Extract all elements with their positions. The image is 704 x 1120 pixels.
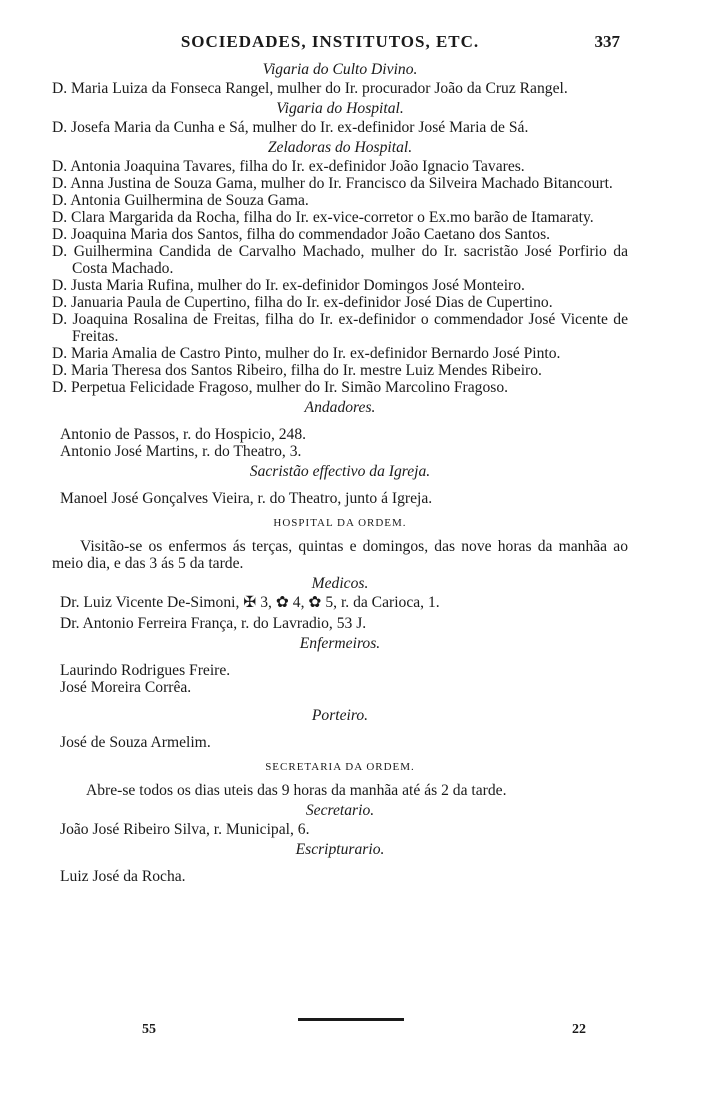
section-heading: HOSPITAL DA ORDEM. [273,517,407,529]
page-body [52,58,628,885]
list-entry: D. Januaria Paula de Cupertino, filha do Ir. ex-definidor José Dias de Cupertino. [52,294,553,311]
list-entry: D. Joaquina Maria dos Santos, filha do commendador João Caetano dos Santos. [52,226,551,243]
list-entry: Luiz José da Rocha. [60,868,186,885]
list-entry: João José Ribeiro Silva, r. Municipal, 6. [60,821,310,838]
section-heading: Escripturario. [295,841,385,858]
spacer [52,654,628,662]
list-entry: José de Souza Armelim. [60,734,211,751]
list-entry: Dr. Luiz Vicente De-Simoni, ✠ 3, ✿ 4, ✿ 5, r. da Carioca, 1. [60,594,440,611]
spacer [52,726,628,734]
list-entry: D. Maria Luiza da Fonseca Rangel, mulher do Ir. procurador João da Cruz Rangel. [52,80,568,97]
list-entry: D. Justa Maria Rufina, mulher do Ir. ex-definidor Domingos José Monteiro. [52,277,525,294]
signature-mark-right: 22 [572,1022,586,1037]
list-entry: Antonio de Passos, r. do Hospicio, 248. [60,426,307,443]
list-entry: Manoel José Gonçalves Vieira, r. do Theatro, junto á Igreja. [60,490,433,507]
signature-mark-left: 55 [142,1022,156,1037]
footer-rule [298,1018,404,1021]
list-entry: Dr. Antonio Ferreira França, r. do Lavradio, 53 J. [60,615,367,632]
section-heading: Vigaria do Hospital. [276,100,404,117]
list-entry: D. Josefa Maria da Cunha e Sá, mulher do Ir. ex-definidor José Maria de Sá. [52,119,529,136]
spacer [52,418,628,426]
page-number: 337 [594,32,620,51]
section-heading: Vigaria do Culto Divino. [262,61,418,78]
running-header [0,32,704,56]
section-heading: Enfermeiros. [299,635,381,652]
list-entry: D. Guilhermina Candida de Carvalho Machado, mulher do Ir. sacristão José Porfirio da Costa Machado. [52,243,628,277]
section-heading: Sacristão effectivo da Igreja. [249,463,431,480]
spacer [52,482,628,490]
section-paragraph: Visitão-se os enfermos ás terças, quintas e domingos, das nove horas da manhãa ao meio dia, e das 3 ás 5 da tarde. [52,538,628,572]
list-entry: D. Maria Theresa dos Santos Ribeiro, filha do Ir. mestre Luiz Mendes Ribeiro. [52,362,542,379]
list-entry: Laurindo Rodrigues Freire. [60,662,231,679]
spacer [52,860,628,868]
list-entry: José Moreira Corrêa. [60,679,192,696]
list-entry: Antonio José Martins, r. do Theatro, 3. [60,443,302,460]
section-heading: Secretario. [305,802,375,819]
running-title: SOCIEDADES, INSTITUTOS, ETC. [180,32,480,51]
list-entry: D. Clara Margarida da Rocha, filha do Ir. ex-vice-corretor o Ex.mo barão de Itamaraty. [52,209,594,226]
list-entry: D. Perpetua Felicidade Fragoso, mulher do Ir. Simão Marcolino Fragoso. [52,379,509,396]
list-entry: D. Joaquina Rosalina de Freitas, filha do Ir. ex-definidor o commendador José Vicente de Freitas. [52,311,628,345]
page-footer [0,1018,704,1048]
section-paragraph: Abre-se todos os dias uteis das 9 horas da manhãa até ás 2 da tarde. [86,782,507,799]
list-entry: D. Antonia Guilhermina de Souza Gama. [52,192,309,209]
section-heading: Medicos. [311,575,369,592]
list-entry: D. Anna Justina de Souza Gama, mulher do Ir. Francisco da Silveira Machado Bitancourt. [52,175,613,192]
section-heading: Porteiro. [311,707,369,724]
spacer [52,696,628,704]
section-heading: Andadores. [304,399,376,416]
list-entry: D. Maria Amalia de Castro Pinto, mulher do Ir. ex-definidor Bernardo José Pinto. [52,345,561,362]
list-entry: D. Antonia Joaquina Tavares, filha do Ir. ex-definidor João Ignacio Tavares. [52,158,525,175]
section-heading: SECRETARIA DA ORDEM. [265,761,415,773]
section-heading: Zeladoras do Hospital. [267,139,413,156]
